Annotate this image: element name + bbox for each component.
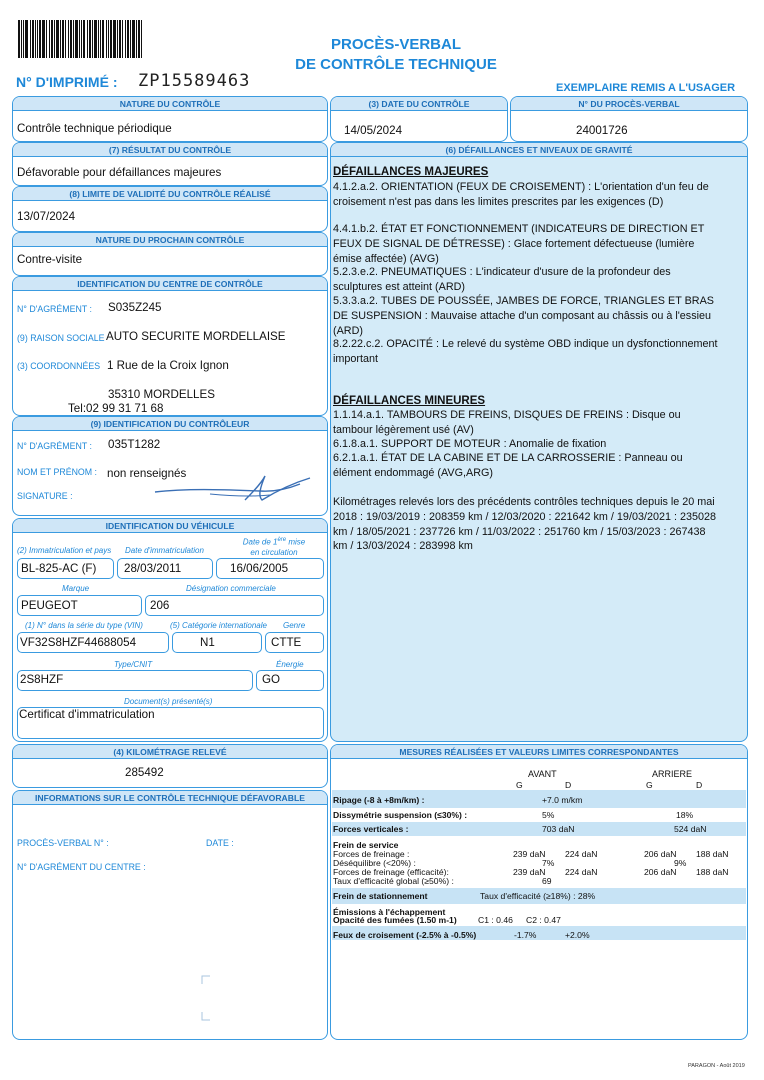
- barcode-bar: [30, 20, 31, 58]
- barcode-bar: [39, 20, 41, 58]
- barcode-bar: [113, 20, 116, 58]
- genre-value: CTTE: [271, 636, 302, 649]
- taux-global-label: Taux d'efficacité global (≥50%) :: [333, 876, 454, 886]
- feux-d: +2.0%: [565, 930, 590, 940]
- barcode-bar: [83, 20, 85, 58]
- nature-controle-box: [12, 96, 328, 142]
- avant-d: D: [565, 780, 572, 790]
- centre-header: IDENTIFICATION DU CENTRE DE CONTRÔLE: [13, 277, 327, 291]
- categorie-label: (5) Catégorie internationale: [170, 621, 267, 630]
- mineure-item: 1.1.14.a.1. TAMBOURS DE FREINS, DISQUES DE FREINS : Disque ou tambour légèrement usé (AV): [333, 409, 681, 436]
- nom-prenom-value: non renseignés: [107, 467, 187, 480]
- ffe-av-g: 239 daN: [513, 867, 546, 877]
- km-box: [12, 744, 328, 788]
- barcode-bar: [102, 20, 104, 58]
- barcode-bar: [46, 20, 47, 58]
- mineure-item: 6.2.1.a.1. ÉTAT DE LA CABINE ET DE LA CARROSSERIE : Panneau ou élément endommagé (AVG,ARG): [333, 452, 683, 479]
- num-pv-header: N° DU PROCÈS-VERBAL: [511, 97, 747, 111]
- barcode-bar: [108, 20, 109, 58]
- ffe-av-d: 224 daN: [565, 867, 598, 877]
- marque-label: Marque: [62, 584, 90, 593]
- page-title-line2: DE CONTRÔLE TECHNIQUE: [295, 56, 497, 73]
- forces-verticales-av: 703 daN: [542, 824, 575, 834]
- nature-controle-header: NATURE DU CONTRÔLE: [13, 97, 327, 111]
- barcode-bar: [73, 20, 74, 58]
- dissymetrie-av: 5%: [542, 810, 555, 820]
- controleur-agrement-value: 035T1282: [108, 438, 161, 451]
- ff-av-d: 224 daN: [565, 849, 598, 859]
- barcode-bar: [79, 20, 80, 58]
- taux-global-value: 69: [542, 876, 552, 886]
- barcode-bar: [89, 20, 91, 58]
- barcode-bar: [136, 20, 137, 58]
- nom-prenom-label: NOM ET PRÉNOM :: [17, 467, 97, 477]
- barcode-bar: [25, 20, 28, 58]
- barcode-bar: [23, 20, 24, 58]
- barcode-bar: [106, 20, 107, 58]
- stationnement-value: Taux d'efficacité (≥18%) : 28%: [480, 891, 596, 901]
- barcode-bar: [122, 20, 123, 58]
- opacite-label: Opacité des fumées (1.50 m-1): [333, 915, 457, 925]
- pv-numero-label: PROCÈS-VERBAL N° :: [17, 838, 109, 848]
- kilometrages-precedents: Kilométrages relevés lors des précédents contrôles techniques depuis le 20 mai 2018 : 19/03/2019 : 208359 km / 12/03/2020 : 221642 km / 19/03/2021 : 235028 km / 18/05/2021 : 237726 km / 11/03/2022 : 251760 km / 15/03/2023 : 267438 km / 13/03/2024 : 283998 km: [333, 496, 716, 553]
- barcode-bar: [56, 20, 59, 58]
- barcode-bar: [37, 20, 38, 58]
- ff-ar-d: 188 daN: [696, 849, 729, 859]
- feux-g: -1.7%: [514, 930, 537, 940]
- barcode-bar: [100, 20, 101, 58]
- mesures-header: MESURES RÉALISÉES ET VALEURS LIMITES CORRESPONDANTES: [331, 745, 747, 759]
- majeure-item: 8.2.22.c.2. OPACITÉ : Le relevé du système OBD indique un dysfonctionnement important: [333, 338, 718, 365]
- opacite-c1: C1 : 0.46: [478, 915, 513, 925]
- arriere-label: ARRIERE: [652, 769, 693, 779]
- barcode-bar: [54, 20, 55, 58]
- limite-box: [12, 186, 328, 232]
- frein-service-label: Frein de service: [333, 840, 399, 850]
- km-header: (4) KILOMÉTRAGE RELEVÉ: [13, 745, 327, 759]
- num-pv-value: 24001726: [576, 124, 628, 137]
- barcode-bar: [117, 20, 118, 58]
- limite-header: (8) LIMITE DE VALIDITÉ DU CONTRÔLE RÉALISÉ: [13, 187, 327, 201]
- ff-efficacite-label: Forces de freinage (efficacité):: [333, 867, 449, 877]
- barcode-bar: [60, 20, 61, 58]
- prochain-value: Contre-visite: [17, 253, 83, 266]
- defaillances-header: (6) DÉFAILLANCES ET NIVEAUX DE GRAVITÉ: [331, 143, 747, 157]
- arriere-g: G: [646, 780, 653, 790]
- centre-agrement-label: N° D'AGRÉMENT :: [17, 304, 92, 314]
- barcode-bar: [68, 20, 69, 58]
- prochain-header: NATURE DU PROCHAIN CONTRÔLE: [13, 233, 327, 247]
- designation-field: [145, 595, 324, 616]
- designation-value: 206: [150, 599, 170, 612]
- barcode-bar: [51, 20, 53, 58]
- opacite-c2: C2 : 0.47: [526, 915, 561, 925]
- date-immat-label: Date d'immatriculation: [125, 546, 204, 555]
- barcode-bar: [21, 20, 22, 58]
- page-title-line1: PROCÈS-VERBAL: [330, 36, 461, 53]
- premiere-circ-label: Date de 1ère mise en circulation: [242, 537, 306, 557]
- barcode-bar: [132, 20, 135, 58]
- premiere-circ-value: 16/06/2005: [230, 562, 289, 575]
- majeures-title: DÉFAILLANCES MAJEURES: [333, 166, 489, 178]
- address-line1: 1 Rue de la Croix Ignon: [107, 359, 229, 372]
- categorie-field: [172, 632, 262, 653]
- ripage-av: +7.0 m/km: [542, 795, 583, 805]
- controleur-header: (9) IDENTIFICATION DU CONTRÔLEUR: [13, 417, 327, 431]
- signature-label: SIGNATURE :: [17, 491, 73, 501]
- resultat-header: (7) RÉSULTAT DU CONTRÔLE: [13, 143, 327, 157]
- barcode-bar: [75, 20, 78, 58]
- raison-sociale-value: AUTO SECURITE MORDELLAISE: [106, 330, 286, 343]
- date-controle-value: 14/05/2024: [344, 124, 403, 137]
- barcode-bar: [65, 20, 66, 58]
- imprime-number: ZP15589463: [138, 71, 251, 91]
- immat-value: BL-825-AC (F): [21, 562, 97, 575]
- infos-defav-header: INFORMATIONS SUR LE CONTRÔLE TECHNIQUE DÉFAVORABLE: [13, 791, 327, 805]
- categorie-value: N1: [200, 636, 215, 649]
- emissions-label: Émissions à l'échappement: [333, 907, 446, 917]
- documents-label: Document(s) présenté(s): [124, 697, 213, 706]
- controleur-agrement-label: N° D'AGRÉMENT :: [17, 441, 92, 451]
- energie-value: GO: [262, 673, 281, 686]
- corner-mark: [198, 968, 328, 1028]
- dissymetrie-ar: 18%: [676, 810, 694, 820]
- arriere-d: D: [696, 780, 703, 790]
- date-controle-header: (3) DATE DU CONTRÔLE: [331, 97, 507, 111]
- barcode-bar: [32, 20, 34, 58]
- barcode-bar: [62, 20, 64, 58]
- address-line2: 35310 MORDELLES: [108, 388, 215, 401]
- barcode-bar: [127, 20, 129, 58]
- type-value: 2S8HZF: [20, 673, 64, 686]
- vin-value: VF32S8HZF44688054: [20, 636, 137, 649]
- avant-label: AVANT: [528, 769, 557, 779]
- signature-scribble: [150, 470, 320, 510]
- centre-tel: Tel:02 99 31 71 68: [68, 402, 164, 415]
- desequilibre-av: 7%: [542, 858, 555, 868]
- forces-freinage-label: Forces de freinage :: [333, 849, 410, 859]
- agrement-centre-label: N° D'AGRÉMENT DU CENTRE :: [17, 862, 146, 872]
- barcode-bar: [98, 20, 99, 58]
- genre-label: Genre: [283, 621, 306, 630]
- barcode-bar: [141, 20, 142, 58]
- documents-value: Certificat d'immatriculation: [19, 708, 155, 721]
- resultat-value: Défavorable pour défaillances majeures: [17, 166, 222, 179]
- barcode: [18, 20, 158, 58]
- designation-label: Désignation commerciale: [186, 584, 276, 593]
- mineures-title: DÉFAILLANCES MINEURES: [333, 395, 486, 407]
- barcode-bar: [130, 20, 131, 58]
- desequilibre-label: Déséquilibre (<20%) :: [333, 858, 416, 868]
- barcode-bar: [49, 20, 50, 58]
- ripage-label: Ripage (-8 à +8m/km) :: [333, 795, 425, 805]
- num-pv-box: [510, 96, 748, 142]
- barcode-bar: [35, 20, 36, 58]
- date-immat-value: 28/03/2011: [124, 562, 182, 575]
- barcode-bar: [18, 20, 20, 58]
- barcode-bar: [92, 20, 93, 58]
- coordonnees-label: (3) COORDONNÉES: [17, 361, 101, 371]
- majeure-item: 4.1.2.a.2. ORIENTATION (FEUX DE CROISEMENT) : L'orientation d'un feu de croisement n'est pas dans les limites prescrites par les exigences (D): [333, 181, 709, 208]
- dissymetrie-label: Dissymétrie suspension (≤30%) :: [333, 810, 468, 820]
- paragon-footer: PARAGON - Août 2019: [688, 1063, 745, 1069]
- barcode-bar: [138, 20, 140, 58]
- forces-verticales-ar: 524 daN: [674, 824, 707, 834]
- mineure-item: 6.1.8.a.1. SUPPORT DE MOTEUR : Anomalie de fixation: [333, 438, 607, 450]
- km-value: 285492: [125, 766, 164, 779]
- avant-g: G: [516, 780, 523, 790]
- forces-verticales-label: Forces verticales :: [333, 824, 409, 834]
- ff-av-g: 239 daN: [513, 849, 546, 859]
- vehicule-header: IDENTIFICATION DU VÉHICULE: [13, 519, 327, 533]
- majeure-item: 5.2.3.e.2. PNEUMATIQUES : L'indicateur d'usure de la profondeur des sculptures est atteint (ARD): [333, 266, 671, 293]
- barcode-bar: [81, 20, 82, 58]
- barcode-bar: [110, 20, 112, 58]
- resultat-box: [12, 142, 328, 186]
- vin-label: (1) N° dans la série du type (VIN): [25, 621, 143, 630]
- ff-ar-g: 206 daN: [644, 849, 677, 859]
- ffe-ar-g: 206 daN: [644, 867, 677, 877]
- nature-controle-value: Contrôle technique périodique: [17, 122, 172, 135]
- ffe-ar-d: 188 daN: [696, 867, 729, 877]
- stationnement-label: Frein de stationnement: [333, 891, 428, 901]
- energie-label: Énergie: [276, 660, 304, 669]
- majeure-item: 4.4.1.b.2. ÉTAT ET FONCTIONNEMENT (INDICATEURS DE DIRECTION ET FEUX DE SIGNAL DE DÉTRESSE) : Glace fortement défectueuse (lumière émise affectée) (AVG): [333, 223, 705, 265]
- desequilibre-ar: 9%: [674, 858, 687, 868]
- exemplaire-label: EXEMPLAIRE REMIS A L'USAGER: [556, 82, 736, 94]
- marque-value: PEUGEOT: [21, 599, 78, 612]
- barcode-bar: [119, 20, 121, 58]
- date-defav-label: DATE :: [206, 838, 234, 848]
- limite-value: 13/07/2024: [17, 210, 76, 223]
- majeure-item: 5.3.3.a.2. TUBES DE POUSSÉE, JAMBES DE FORCE, TRIANGLES ET BRAS DE SUSPENSION : Mauvaise attache d'un composant au châssis ou à l'essieu (ARD): [333, 295, 715, 337]
- barcode-bar: [87, 20, 88, 58]
- type-label: Type/CNIT: [114, 660, 153, 669]
- feux-croisement-label: Feux de croisement (-2.5% à -0.5%): [333, 930, 477, 940]
- barcode-bar: [42, 20, 45, 58]
- immat-label: (2) Immatriculation et pays: [17, 546, 112, 555]
- barcode-bar: [94, 20, 97, 58]
- centre-agrement-value: S035Z245: [108, 301, 162, 314]
- barcode-bar: [125, 20, 126, 58]
- barcode-bar: [70, 20, 72, 58]
- imprime-label: N° D'IMPRIMÉ :: [16, 74, 118, 90]
- raison-sociale-label: (9) RAISON SOCIALE: [17, 333, 105, 343]
